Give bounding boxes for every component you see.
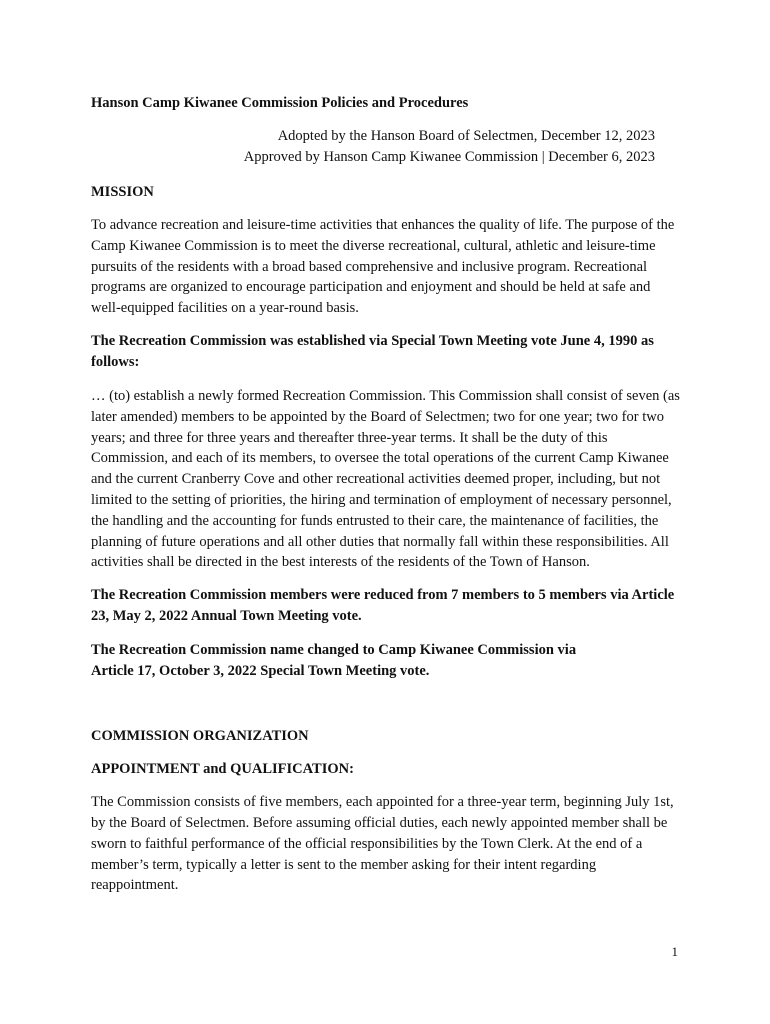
name-changed-note-line-1: The Recreation Commission name changed to Camp Kiwanee Commission via xyxy=(91,642,577,659)
commission-organization-heading: COMMISSION ORGANIZATION xyxy=(91,728,309,745)
approved-line: Approved by Hanson Camp Kiwanee Commission | December 6, 2023 xyxy=(243,149,655,165)
name-changed-note-line-2: Article 17, October 3, 2022 Special Town Meeting vote. xyxy=(91,663,430,680)
adopted-line: Adopted by the Hanson Board of Selectmen, December 12, 2023 xyxy=(277,128,655,144)
appointment-paragraph: The Commission consists of five members, each appointed for a three-year term, beginning July 1st, by the Board of Selectmen. Before assuming official duties, each newly appointed member shall be sworn to faithful performance of the official responsibilities by the Town Clerk. At the end of a member’s term, typically a letter is sent to the member asking for their intent regarding reappointment. xyxy=(91,794,674,894)
document-page xyxy=(91,94,683,896)
members-reduced-note: The Recreation Commission members were reduced from 7 members to 5 members via Article 23, May 2, 2022 Annual Town Meeting vote. xyxy=(91,587,675,625)
document-title: Hanson Camp Kiwanee Commission Policies and Procedures xyxy=(91,95,469,111)
appointment-heading: APPOINTMENT and QUALIFICATION: xyxy=(91,761,354,778)
mission-paragraph: To advance recreation and leisure-time activities that enhances the quality of life. The purpose of the Camp Kiwanee Commission is to meet the diverse recreational, cultural, athletic and leisure-time pursuits of the residents with a broad based comprehensive and inclusive program. Recreational programs are organized to encourage participation and enjoyment and should be held at safe and well-equipped facilities on a year-round basis. xyxy=(91,217,675,317)
mission-heading: MISSION xyxy=(91,184,154,200)
established-paragraph: … (to) establish a newly formed Recreation Commission. This Commission shall consist of seven (as later amended) members to be appointed by the Board of Selectmen; two for one year; two for two years; and three for three years and thereafter three-year terms. It shall be the duty of this Commission, and each of its members, to oversee the total operations of the current Camp Kiwanee and the current Cranberry Cove and other recreational activities deemed proper, including, but not limited to the setting of priorities, the hiring and termination of employment of necessary personnel, the handling and the accounting for funds entrusted to their care, the maintenance of facilities, the planning of future operations and all other duties that normally fall within these responsibilities. All activities shall be directed in the best interests of the residents of the Town of Hanson. xyxy=(91,387,680,571)
established-heading: The Recreation Commission was established via Special Town Meeting vote June 4, 1990 as follows: xyxy=(91,332,654,370)
page-number: 1 xyxy=(671,944,678,959)
